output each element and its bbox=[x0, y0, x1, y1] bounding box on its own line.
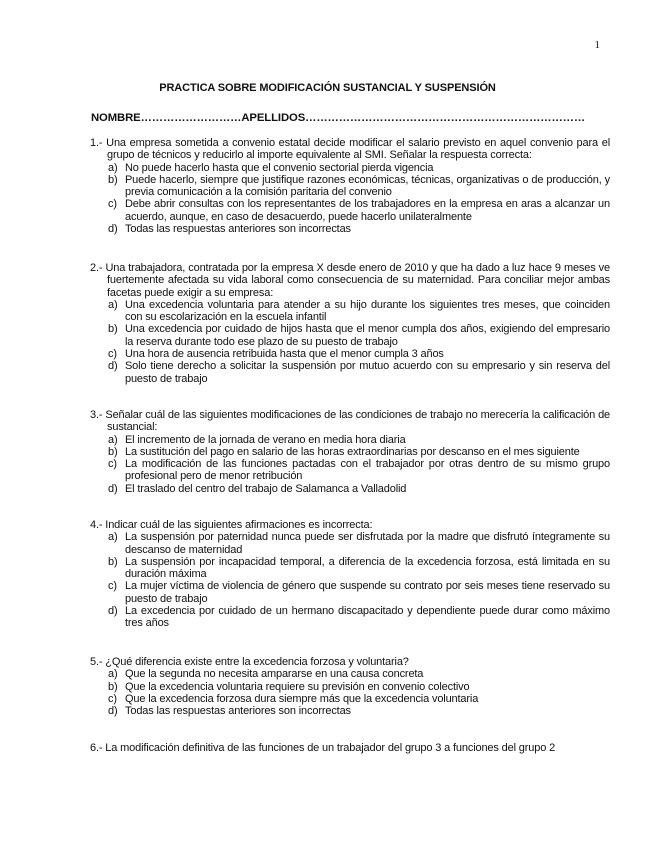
option-letter: b) bbox=[108, 173, 118, 186]
answer-option-d bbox=[90, 705, 610, 717]
answer-option-a bbox=[90, 668, 610, 680]
option-letter: c) bbox=[108, 348, 117, 361]
question-statement: ¿Qué diferencia existe entre la excedencia forzosa y voluntaria? bbox=[105, 656, 409, 668]
option-letter: d) bbox=[108, 705, 118, 718]
question-text bbox=[90, 137, 610, 162]
option-text: La suspensión por paternidad nunca puede ser disfrutada por la madre que disfrutó íntegramente su descanso de maternidad bbox=[125, 531, 610, 556]
question-statement: Indicar cuál de las siguientes afirmaciones es incorrecta: bbox=[105, 519, 373, 531]
option-text: Puede hacerlo, siempre que justifique razones económicas, técnicas, organizativas o de producción, y previa comunicación a la comisión paritaria del convenio bbox=[125, 173, 610, 199]
answer-option-d bbox=[90, 223, 610, 235]
question-statement: Una empresa sometida a convenio estatal decide modificar el salario previsto en aquel convenio para el grupo de técnicos y reducirlo al importe equivalente al SMI. Señalar la respuesta correcta: bbox=[106, 137, 610, 162]
option-letter: a) bbox=[108, 433, 118, 446]
option-text: Una excedencia voluntaria para atender a su hijo durante los siguientes tres meses, que coinciden con su escolarización en la escuela infantil bbox=[125, 298, 610, 324]
question-text bbox=[90, 519, 610, 531]
answer-option-a bbox=[90, 162, 610, 174]
answer-option-c bbox=[90, 198, 610, 223]
question-statement: Señalar cuál de las siguientes modificaciones de las condiciones de trabajo no merecería la calificación de sustancial: bbox=[105, 409, 610, 434]
option-letter: d) bbox=[108, 223, 118, 236]
option-letter: c) bbox=[108, 692, 117, 705]
question-1 bbox=[90, 137, 610, 235]
answer-option-c bbox=[90, 580, 610, 605]
name-surname-line: NOMBRE………………………APELLIDOS………………………………………………………………… bbox=[91, 112, 586, 124]
question-number: 1.- bbox=[90, 137, 103, 149]
question-text bbox=[90, 409, 610, 434]
option-letter: a) bbox=[108, 161, 118, 174]
answer-option-d bbox=[90, 483, 610, 495]
option-letter: c) bbox=[108, 198, 117, 211]
option-text: Que la excedencia forzosa dura siempre más que la excedencia voluntaria bbox=[125, 692, 479, 705]
answer-option-b bbox=[90, 446, 610, 458]
answer-option-d bbox=[90, 605, 610, 630]
question-2 bbox=[90, 262, 610, 385]
page-number: 1 bbox=[594, 39, 600, 51]
question-number: 3.- bbox=[90, 409, 103, 421]
answer-option-b bbox=[90, 681, 610, 693]
option-text: La mujer víctima de violencia de género que suspende su contrato por seis meses tiene reservado su puesto de trabajo bbox=[125, 580, 610, 605]
answer-option-a bbox=[90, 299, 610, 324]
answer-option-b bbox=[90, 556, 610, 581]
option-text: La excedencia por cuidado de un hermano discapacitado y dependiente puede durar como máximo tres años bbox=[125, 605, 610, 630]
option-text: El traslado del centro del trabajo de Salamanca a Valladolid bbox=[125, 482, 407, 495]
question-number: 2.- bbox=[90, 262, 103, 274]
question-text bbox=[90, 742, 610, 754]
option-letter: a) bbox=[108, 531, 118, 544]
question-statement: La modificación definitiva de las funciones de un trabajador del grupo 3 a funciones del grupo 2 bbox=[105, 742, 556, 754]
question-3 bbox=[90, 409, 610, 495]
option-text: El incremento de la jornada de verano en media hora diaria bbox=[125, 433, 406, 446]
option-text: Solo tiene derecho a solicitar la suspensión por mutuo acuerdo con su empresario y sin reserva del puesto de trabajo bbox=[125, 360, 610, 385]
option-text: Una excedencia por cuidado de hijos hasta que el menor cumpla dos años, exigiendo del empresario la reserva durante todo ese plazo de su puesto de trabajo bbox=[125, 323, 610, 348]
option-letter: b) bbox=[108, 555, 118, 568]
option-text: La sustitución del pago en salario de las horas extraordinarias por descanso en el mes siguiente bbox=[125, 445, 580, 458]
option-letter: d) bbox=[108, 482, 118, 495]
option-letter: d) bbox=[108, 605, 118, 618]
option-text: Una hora de ausencia retribuida hasta que el menor cumpla 3 años bbox=[125, 348, 444, 361]
question-text bbox=[90, 656, 610, 668]
option-text: No puede hacerlo hasta que el convenio sectorial pierda vigencia bbox=[125, 161, 434, 174]
option-text: Que la excedencia voluntaria requiere su previsión en convenio colectivo bbox=[125, 680, 470, 693]
option-text: Debe abrir consultas con los representantes de los trabajadores en la empresa en aras a alcanzar un acuerdo, aunque, en caso de desacuerdo, puede hacerlo unilateralmente bbox=[125, 198, 610, 223]
question-4 bbox=[90, 519, 610, 630]
question-number: 5.- bbox=[90, 656, 103, 668]
answer-option-c bbox=[90, 458, 610, 483]
question-5 bbox=[90, 656, 610, 717]
question-number: 4.- bbox=[90, 519, 103, 531]
answer-option-b bbox=[90, 323, 610, 348]
option-letter: d) bbox=[108, 360, 118, 373]
option-letter: c) bbox=[108, 458, 117, 471]
option-text: Que la segunda no necesita ampararse en una causa concreta bbox=[125, 668, 424, 681]
option-text: La modificación de las funciones pactadas con el trabajador por otras dentro de su mismo grupo profesional pero de menor retribución bbox=[125, 458, 610, 483]
question-text bbox=[90, 262, 610, 299]
option-letter: b) bbox=[108, 445, 118, 458]
option-text: La suspensión por incapacidad temporal, a diferencia de la excedencia forzosa, está limitada en su duración máxima bbox=[125, 555, 610, 581]
answer-option-c bbox=[90, 348, 610, 360]
question-6 bbox=[90, 742, 610, 754]
answer-option-d bbox=[90, 360, 610, 385]
option-text: Todas las respuestas anteriores son incorrectas bbox=[125, 223, 351, 236]
answer-option-c bbox=[90, 693, 610, 705]
option-letter: a) bbox=[108, 668, 118, 681]
question-statement: Una trabajadora, contratada por la empresa X desde enero de 2010 y que ha dado a luz hace 9 meses ve fuertemente afectada su vida laboral como consecuencia de su maternidad. Para conciliar mejor ambas facetas puede exigir a su empresa: bbox=[105, 262, 610, 299]
option-letter: b) bbox=[108, 680, 118, 693]
document-title: PRACTICA SOBRE MODIFICACIÓN SUSTANCIAL Y SUSPENSIÓN bbox=[159, 82, 496, 94]
answer-option-a bbox=[90, 531, 610, 556]
option-letter: c) bbox=[108, 580, 117, 593]
answer-option-b bbox=[90, 174, 610, 199]
answer-option-a bbox=[90, 434, 610, 446]
option-letter: a) bbox=[108, 298, 118, 311]
option-letter: b) bbox=[108, 323, 118, 336]
option-text: Todas las respuestas anteriores son incorrectas bbox=[125, 705, 351, 718]
question-number: 6.- bbox=[90, 742, 103, 754]
